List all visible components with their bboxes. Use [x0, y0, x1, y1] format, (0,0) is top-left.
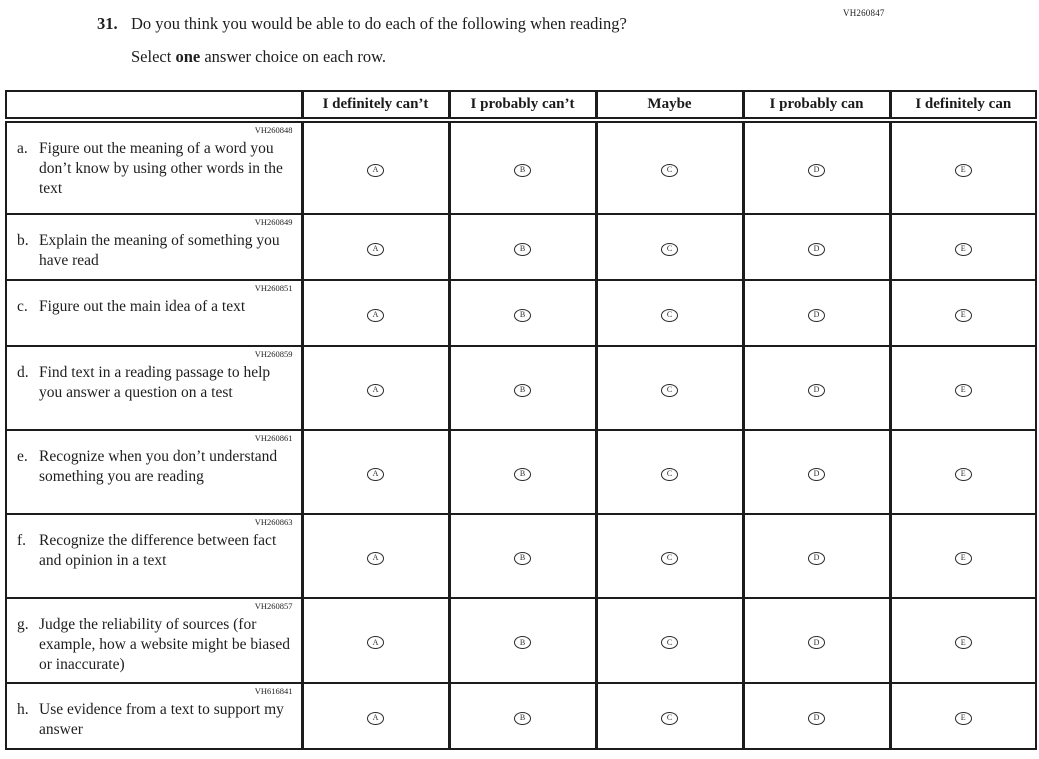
- question-number: 31.: [97, 14, 118, 33]
- option-bubble-d[interactable]: D: [808, 164, 825, 177]
- instruction-prefix: Select: [131, 47, 176, 66]
- item-stub-c: [6, 280, 302, 346]
- option-cell: [890, 598, 1036, 683]
- option-bubble-b[interactable]: B: [514, 712, 531, 725]
- option-cell: [449, 346, 596, 430]
- question-text: Do you think you would be able to do each of the following when reading?: [131, 14, 627, 33]
- item-code: VH260863: [254, 517, 293, 527]
- option-bubble-a[interactable]: A: [367, 552, 384, 565]
- item-letter: d.: [17, 364, 29, 381]
- item-letter: b.: [17, 232, 29, 249]
- item-letter: h.: [17, 701, 29, 718]
- item-stub-g: [6, 598, 302, 683]
- question-accession-code: VH260847: [843, 8, 885, 18]
- option-bubble-d[interactable]: D: [808, 468, 825, 481]
- table-row-b: [6, 214, 1036, 280]
- stub-header: [6, 91, 302, 120]
- item-text: Use evidence from a text to support my answer: [39, 701, 284, 738]
- option-bubble-b[interactable]: B: [514, 636, 531, 649]
- option-cell: [596, 430, 743, 514]
- table-row-h: [6, 683, 1036, 749]
- option-cell: [596, 346, 743, 430]
- option-bubble-d[interactable]: D: [808, 309, 825, 322]
- option-cell: [449, 683, 596, 749]
- option-cell: [302, 514, 449, 598]
- option-cell: [596, 683, 743, 749]
- item-code: VH260861: [254, 433, 293, 443]
- option-cell: [302, 120, 449, 214]
- item-stub-a: [6, 120, 302, 214]
- option-cell: [890, 514, 1036, 598]
- option-bubble-b[interactable]: B: [514, 384, 531, 397]
- option-cell: [449, 430, 596, 514]
- option-bubble-d[interactable]: D: [808, 636, 825, 649]
- instruction-suffix: answer choice on each row.: [200, 47, 387, 66]
- item-code: VH260848: [254, 125, 293, 135]
- column-header-probably-cant: I probably can’t: [449, 91, 596, 120]
- option-cell: [743, 598, 890, 683]
- option-cell: [449, 598, 596, 683]
- column-header-maybe: Maybe: [596, 91, 743, 120]
- item-letter: f.: [17, 532, 27, 549]
- option-bubble-e[interactable]: E: [955, 636, 972, 649]
- item-text: Recognize when you don’t understand something you are reading: [39, 448, 278, 485]
- option-cell: [743, 120, 890, 214]
- option-cell: [890, 120, 1036, 214]
- item-stub-e: [6, 430, 302, 514]
- item-stub-d: [6, 346, 302, 430]
- item-code: VH260859: [254, 349, 293, 359]
- instruction-bold-word: one: [175, 47, 201, 66]
- option-bubble-e[interactable]: E: [955, 712, 972, 725]
- option-cell: [890, 280, 1036, 346]
- option-cell: [302, 214, 449, 280]
- option-bubble-a[interactable]: A: [367, 636, 384, 649]
- option-bubble-a[interactable]: A: [367, 243, 384, 256]
- option-cell: [302, 280, 449, 346]
- item-stub-f: [6, 514, 302, 598]
- option-bubble-e[interactable]: E: [955, 384, 972, 397]
- table-row-c: [6, 280, 1036, 346]
- option-cell: [596, 598, 743, 683]
- item-text: Find text in a reading passage to help you answer a question on a test: [39, 364, 271, 401]
- answer-matrix-table: [5, 90, 1037, 750]
- option-cell: [449, 120, 596, 214]
- option-cell: [743, 683, 890, 749]
- option-cell: [596, 120, 743, 214]
- option-bubble-e[interactable]: E: [955, 468, 972, 481]
- option-bubble-c[interactable]: C: [661, 468, 678, 481]
- column-header-definitely-can: I definitely can: [890, 91, 1036, 120]
- option-bubble-b[interactable]: B: [514, 243, 531, 256]
- item-text: Figure out the meaning of a word you don’t know by using other words in the text: [39, 140, 283, 197]
- table-row-g: [6, 598, 1036, 683]
- header-row: [6, 91, 1036, 120]
- option-bubble-b[interactable]: B: [514, 468, 531, 481]
- option-bubble-c[interactable]: C: [661, 636, 678, 649]
- table-row-d: [6, 346, 1036, 430]
- option-bubble-a[interactable]: A: [367, 468, 384, 481]
- option-bubble-a[interactable]: A: [367, 384, 384, 397]
- option-bubble-e[interactable]: E: [955, 552, 972, 565]
- option-bubble-c[interactable]: C: [661, 243, 678, 256]
- table-row-a: [6, 120, 1036, 214]
- option-cell: [302, 346, 449, 430]
- option-bubble-b[interactable]: B: [514, 309, 531, 322]
- item-text: Recognize the difference between fact and opinion in a text: [39, 532, 277, 569]
- option-bubble-a[interactable]: A: [367, 712, 384, 725]
- option-cell: [743, 214, 890, 280]
- item-text: Judge the reliability of sources (for example, how a website might be biased or inaccurate): [39, 616, 290, 673]
- option-cell: [596, 214, 743, 280]
- item-code: VH616841: [254, 686, 293, 696]
- item-stub-h: [6, 683, 302, 749]
- option-cell: [596, 514, 743, 598]
- option-bubble-e[interactable]: E: [955, 164, 972, 177]
- option-cell: [743, 430, 890, 514]
- option-cell: [449, 280, 596, 346]
- item-code: VH260849: [254, 217, 293, 227]
- option-bubble-d[interactable]: D: [808, 243, 825, 256]
- option-bubble-b[interactable]: B: [514, 552, 531, 565]
- option-cell: [449, 214, 596, 280]
- option-cell: [302, 598, 449, 683]
- option-cell: [743, 280, 890, 346]
- item-letter: g.: [17, 616, 29, 633]
- option-cell: [596, 280, 743, 346]
- option-cell: [449, 514, 596, 598]
- item-letter: a.: [17, 140, 28, 157]
- option-bubble-a[interactable]: A: [367, 309, 384, 322]
- option-bubble-d[interactable]: D: [808, 384, 825, 397]
- item-code: VH260851: [254, 283, 293, 293]
- option-bubble-d[interactable]: D: [808, 712, 825, 725]
- item-letter: e.: [17, 448, 28, 465]
- column-header-probably-can: I probably can: [743, 91, 890, 120]
- option-cell: [890, 214, 1036, 280]
- item-code: VH260857: [254, 601, 293, 611]
- option-bubble-a[interactable]: A: [367, 164, 384, 177]
- item-text: Explain the meaning of something you have read: [39, 232, 280, 269]
- option-cell: [743, 346, 890, 430]
- option-cell: [302, 430, 449, 514]
- option-cell: [890, 346, 1036, 430]
- option-bubble-e[interactable]: E: [955, 309, 972, 322]
- option-cell: [743, 514, 890, 598]
- option-bubble-b[interactable]: B: [514, 164, 531, 177]
- item-stub-b: [6, 214, 302, 280]
- table-row-f: [6, 514, 1036, 598]
- option-bubble-c[interactable]: C: [661, 712, 678, 725]
- table-row-e: [6, 430, 1036, 514]
- column-header-definitely-cant: I definitely can’t: [302, 91, 449, 120]
- option-bubble-c[interactable]: C: [661, 309, 678, 322]
- option-bubble-c[interactable]: C: [661, 164, 678, 177]
- option-cell: [302, 683, 449, 749]
- option-bubble-d[interactable]: D: [808, 552, 825, 565]
- option-cell: [890, 683, 1036, 749]
- option-cell: [890, 430, 1036, 514]
- item-text: Figure out the main idea of a text: [39, 298, 246, 315]
- item-letter: c.: [17, 298, 28, 315]
- option-bubble-c[interactable]: C: [661, 384, 678, 397]
- question-block: [97, 14, 797, 67]
- option-bubble-e[interactable]: E: [955, 243, 972, 256]
- option-bubble-c[interactable]: C: [661, 552, 678, 565]
- question-instruction: [131, 47, 797, 67]
